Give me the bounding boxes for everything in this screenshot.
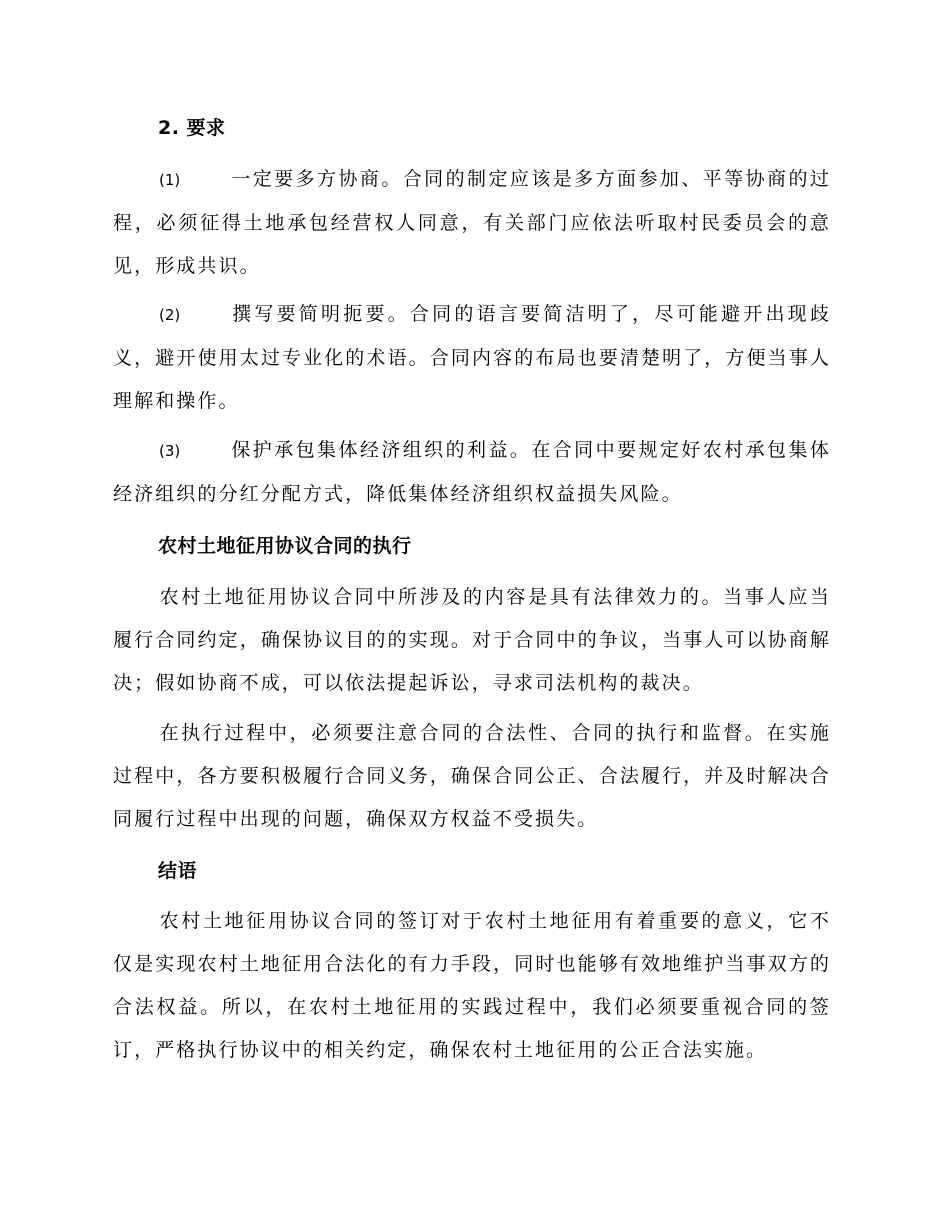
requirement-text-1: 一定要多方协商。合同的制定应该是多方面参加、平等协商的过程，必须征得土地承包经营权人同意，有关部门应依法听取村民委员会的意见，形成共识。 [113, 168, 831, 277]
requirement-text-2: 撰写要简明扼要。合同的语言要简洁明了，尽可能避开出现歧义，避开使用太过专业化的术语。合同内容的布局也要清楚明了，方便当事人理解和操作。 [113, 303, 831, 412]
requirement-number-3: (3) [159, 442, 181, 460]
conclusion-paragraph-1 [113, 900, 831, 1072]
execution-heading: 农村土地征用协议合同的执行 [158, 535, 412, 557]
conclusion-paragraph-1-text: 农村土地征用协议合同的签订对于农村土地征用有着重要的意义，它不仅是实现农村土地征用合法化的有力手段，同时也能够有效地维护当事双方的合法权益。所以，在农村土地征用的实践过程中，我们必须要重视合同的签订，严格执行协议中的相关约定，确保农村土地征用的公正合法实施。 [113, 910, 831, 1061]
requirement-number-2: (2) [159, 306, 181, 324]
requirement-number-1: (1) [159, 171, 181, 189]
execution-paragraph-1-text: 农村土地征用协议合同中所涉及的内容是具有法律效力的。当事人应当履行合同约定，确保协议目的的实现。对于合同中的争议，当事人可以协商解决；假如协商不成，可以依法提起诉讼，寻求司法机构的裁决。 [113, 586, 831, 694]
requirement-item-1 [113, 158, 831, 288]
execution-paragraph-2 [113, 712, 831, 841]
requirements-heading: 2. 要求 [158, 117, 226, 139]
execution-paragraph-1 [113, 576, 831, 705]
requirement-text-3: 保护承包集体经济组织的利益。在合同中要规定好农村承包集体经济组织的分红分配方式，降低集体经济组织权益损失风险。 [113, 439, 831, 505]
execution-paragraph-2-text: 在执行过程中，必须要注意合同的合法性、合同的执行和监督。在实施过程中，各方要积极履行合同义务，确保合同公正、合法履行，并及时解决合同履行过程中出现的问题，确保双方权益不受损失。 [113, 722, 831, 830]
conclusion-heading: 结语 [158, 860, 198, 882]
requirement-item-2 [113, 293, 831, 423]
requirement-item-3 [113, 429, 831, 516]
